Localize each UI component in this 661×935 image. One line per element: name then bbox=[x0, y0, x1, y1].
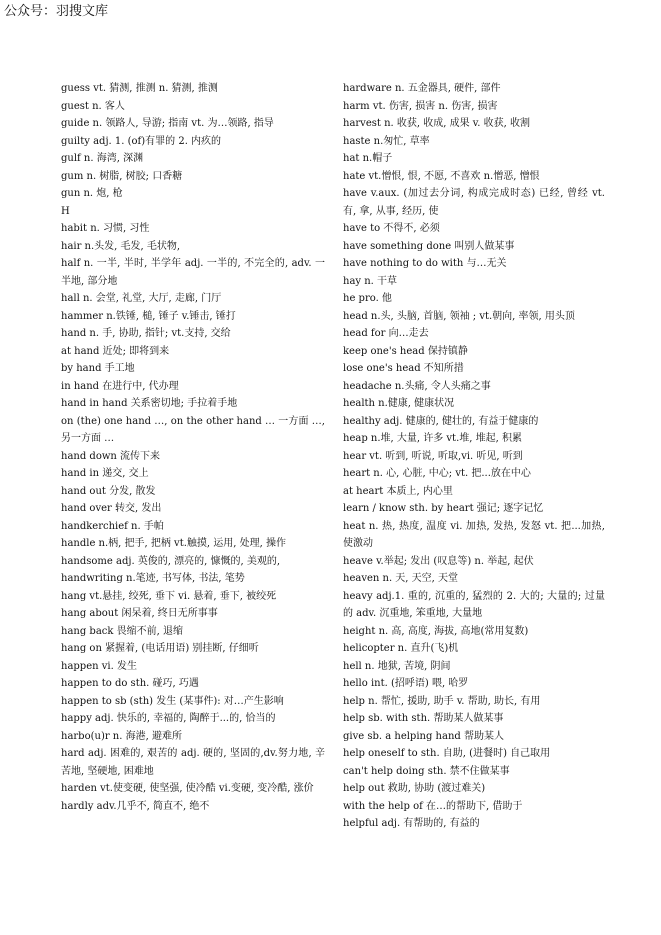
vocab-entry: heat n. 热, 热度, 温度 vi. 加热, 发热, 发怒 vt. 把...加热, 使激动 bbox=[343, 520, 605, 549]
vocab-entry: hair n.头发, 毛发, 毛状物, bbox=[61, 240, 181, 252]
vocab-entry: hang back 畏缩不前, 退缩 bbox=[61, 625, 183, 637]
vocab-entry: haste n.匆忙, 草率 bbox=[343, 135, 430, 147]
vocab-entry: hat n.帽子 bbox=[343, 153, 393, 164]
vocab-entry: habit n. 习惯, 习性 bbox=[61, 223, 150, 234]
vocab-entry: hand over 转交, 发出 bbox=[61, 503, 162, 514]
vocab-entry: at hand 近处; 即将到来 bbox=[61, 345, 170, 357]
vocab-entry: can't help doing sth. 禁不住做某事 bbox=[343, 765, 510, 777]
vocab-entry: hand in hand 关系密切地; 手拉着手地 bbox=[61, 398, 238, 409]
vocab-entry: gum n. 树脂, 树胶; 口香糖 bbox=[61, 170, 183, 182]
vocab-entry: on (the) one hand …, on the other hand … 一方面 …, 另一方面 … bbox=[61, 415, 325, 444]
vocab-entry: by hand 手工地 bbox=[61, 363, 135, 374]
vocab-entry: heaven n. 天, 天空, 天堂 bbox=[343, 573, 459, 584]
vocab-entry: in hand 在进行中, 代办理 bbox=[61, 380, 179, 392]
vocab-entry: handsome adj. 英俊的, 漂亮的, 慷慨的, 美观的, bbox=[61, 555, 281, 567]
vocab-entry: guest n. 客人 bbox=[61, 100, 125, 112]
vocab-entry: with the help of 在…的帮助下, 借助于 bbox=[343, 800, 523, 812]
page-header: 公众号：羽搜文库 bbox=[4, 4, 109, 19]
vocab-entry: handkerchief n. 手帕 bbox=[61, 520, 164, 532]
vocab-entry: helicopter n. 直升(飞)机 bbox=[343, 643, 459, 654]
vocab-entry: guide n. 领路人, 导游; 指南 vt. 为…领路, 指导 bbox=[61, 118, 274, 129]
vocab-entry: help sb. with sth. 帮助某人做某事 bbox=[343, 713, 504, 724]
vocab-entry: hear vt. 听到, 听说, 听取,vi. 听见, 听到 bbox=[343, 450, 523, 462]
vocab-entry: keep one's head 保持镇静 bbox=[343, 345, 468, 357]
section-letter: H bbox=[61, 205, 70, 217]
vocab-entry: happen vi. 发生 bbox=[61, 660, 137, 672]
vocab-entry: hay n. 干草 bbox=[343, 275, 398, 287]
vocab-entry: hardware n. 五金器具, 硬件, 部件 bbox=[343, 83, 501, 94]
vocab-entry: heap n.堆, 大量, 许多 vt.堆, 堆起, 积累 bbox=[343, 433, 522, 444]
vocab-entry: hell n. 地狱, 苦境, 阴间 bbox=[343, 660, 451, 672]
vocab-entry: hello int. (招呼语) 喂, 哈罗 bbox=[343, 678, 469, 689]
vocab-entry: healthy adj. 健康的, 健壮的, 有益于健康的 bbox=[343, 415, 539, 427]
vocab-entry: guilty adj. 1. (of)有罪的 2. 内疚的 bbox=[61, 135, 222, 147]
vocab-entry: hardly adv.几乎不, 简直不, 绝不 bbox=[61, 800, 210, 812]
vocab-entry: height n. 高, 高度, 海拔, 高地(常用复数) bbox=[343, 625, 529, 637]
vocab-entry: heave v.举起; 发出 (叹息等) n. 举起, 起伏 bbox=[343, 555, 534, 567]
vocab-entry: help oneself to sth. 自助, (进餐时) 自己取用 bbox=[343, 748, 551, 759]
vocab-entry: at heart 本质上, 内心里 bbox=[343, 485, 453, 497]
vocab-entry: have something done 叫别人做某事 bbox=[343, 240, 515, 252]
vocab-entry: heavy adj.1. 重的, 沉重的, 猛烈的 2. 大的; 大量的; 过量的 adv. 沉重地, 笨重地, 大量地 bbox=[343, 590, 605, 619]
vocab-entry: have to 不得不, 必须 bbox=[343, 223, 440, 234]
vocab-entry: hand out 分发, 散发 bbox=[61, 485, 156, 497]
vocab-entry: have nothing to do with 与…无关 bbox=[343, 258, 507, 269]
vocab-entry: head for 向…走去 bbox=[343, 328, 429, 339]
vocab-entry: gulf n. 海湾, 深渊 bbox=[61, 153, 144, 164]
vocab-entry: health n.健康, 健康状况 bbox=[343, 398, 455, 409]
vocab-entry: hang on 紧握着, (电话用语) 别挂断, 仔细听 bbox=[61, 643, 259, 654]
left-column bbox=[61, 80, 325, 815]
vocab-entry: give sb. a helping hand 帮助某人 bbox=[343, 730, 504, 742]
vocab-entry: hard adj. 困难的, 艰苦的 adj. 硬的, 坚固的,dv.努力地, 辛苦地, 坚硬地, 困难地 bbox=[61, 748, 325, 777]
vocab-entry: head n.头, 头脑, 首脑, 领袖 ; vt.朝向, 率领, 用头顶 bbox=[343, 310, 575, 322]
vocab-entry: handwriting n.笔迹, 书写体, 书法, 笔势 bbox=[61, 573, 245, 584]
vocab-entry: helpful adj. 有帮助的, 有益的 bbox=[343, 818, 480, 829]
vocab-entry: happy adj. 快乐的, 幸福的, 陶醉于...的, 恰当的 bbox=[61, 713, 276, 724]
vocab-entry: harvest n. 收获, 收成, 成果 v. 收获, 收割 bbox=[343, 118, 530, 129]
vocab-entry: gun n. 炮, 枪 bbox=[61, 188, 123, 199]
vocab-entry: happen to sb (sth) 发生 (某事件): 对…产生影响 bbox=[61, 695, 284, 707]
vocab-entry: hand in 递交, 交上 bbox=[61, 468, 149, 479]
vocab-entry: have v.aux. (加过去分词, 构成完成时态) 已经, 曾经 vt. 有, 拿, 从事, 经历, 使 bbox=[343, 188, 605, 217]
vocab-entry: he pro. 他 bbox=[343, 293, 392, 304]
right-column bbox=[343, 80, 605, 833]
vocab-entry: harden vt.使变硬, 使坚强, 使冷酷 vi.变硬, 变冷酷, 涨价 bbox=[61, 783, 314, 794]
vocab-entry: hang about 闲呆着, 终日无所事事 bbox=[61, 608, 218, 619]
vocab-entry: harbo(u)r n. 海港, 避难所 bbox=[61, 730, 182, 742]
vocab-entry: hand n. 手, 协助, 指针; vt.支持, 交给 bbox=[61, 328, 231, 339]
vocab-entry: headache n.头痛, 令人头痛之事 bbox=[343, 380, 491, 392]
vocab-entry: hate vt.憎恨, 恨, 不愿, 不喜欢 n.憎恶, 憎恨 bbox=[343, 170, 540, 182]
vocab-entry: heart n. 心, 心脏, 中心; vt. 把...放在中心 bbox=[343, 468, 531, 479]
vocab-entry: half n. 一半, 半时, 半学年 adj. 一半的, 不完全的, adv. 一半地, 部分地 bbox=[61, 258, 325, 287]
vocab-entry: lose one's head 不知所措 bbox=[343, 363, 464, 374]
vocab-entry: hang vt.悬挂, 绞死, 垂下 vi. 悬着, 垂下, 被绞死 bbox=[61, 590, 277, 602]
vocab-entry: guess vt. 猜测, 推测 n. 猜测, 推测 bbox=[61, 83, 218, 94]
vocab-entry: handle n.柄, 把手, 把柄 vt.触摸, 运用, 处理, 操作 bbox=[61, 538, 286, 549]
vocab-entry: happen to do sth. 碰巧, 巧遇 bbox=[61, 678, 199, 689]
vocab-entry: hall n. 会堂, 礼堂, 大厅, 走廊, 门厅 bbox=[61, 293, 222, 304]
vocab-entry: hand down 流传下来 bbox=[61, 450, 161, 462]
vocab-entry: learn / know sth. by heart 强记; 逐字记忆 bbox=[343, 503, 544, 514]
vocab-entry: harm vt. 伤害, 损害 n. 伤害, 损害 bbox=[343, 100, 498, 112]
vocab-entry: help n. 帮忙, 援助, 助手 v. 帮助, 助长, 有用 bbox=[343, 695, 541, 707]
vocab-entry: help out 救助, 协助 (渡过难关) bbox=[343, 783, 486, 794]
vocab-entry: hammer n.铁锤, 槌, 锤子 v.锤击, 锤打 bbox=[61, 310, 236, 322]
